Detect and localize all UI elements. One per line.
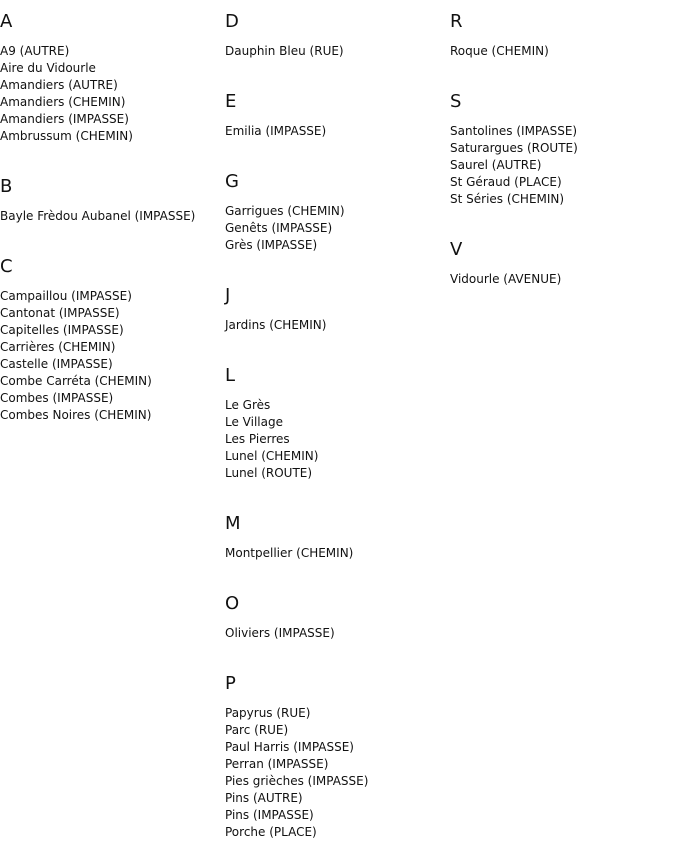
group-spacer [0,225,225,245]
letter-heading: S [450,91,462,112]
street-name: Paul Harris (IMPASSE) [225,740,354,754]
street-name: Lunel (CHEMIN) [225,449,319,463]
street-list [0,288,225,424]
street-name: Capitelles (IMPASSE) [0,323,124,337]
letter-group [0,11,225,145]
group-spacer [225,642,450,662]
street-name: Porche (PLACE) [225,825,317,839]
street-name: Combes Noires (CHEMIN) [0,408,152,422]
letter-group [0,256,225,424]
street-list [0,43,225,145]
group-spacer [225,334,450,354]
group-spacer [0,145,225,165]
letter-heading: M [225,513,241,534]
street-list [450,43,675,60]
street-name: Parc (RUE) [225,723,289,737]
street-name: Pies grièches (IMPASSE) [225,774,369,788]
street-name: Ambrussum (CHEMIN) [0,129,133,143]
street-name: Carrières (CHEMIN) [0,340,116,354]
letter-group [225,673,450,841]
group-spacer [450,60,675,80]
letter-heading: D [225,11,239,32]
street-name: Aire du Vidourle [0,61,96,75]
letter-heading: C [0,256,13,277]
street-name: Montpellier (CHEMIN) [225,546,354,560]
letter-group [225,91,450,140]
index-column [0,0,225,424]
street-name: St Séries (CHEMIN) [450,192,565,206]
street-list [0,208,225,225]
group-spacer [225,60,450,80]
street-name: Santolines (IMPASSE) [450,124,578,138]
letter-heading: B [0,176,13,197]
letter-group [450,91,675,208]
street-name: Castelle (IMPASSE) [0,357,113,371]
street-name: Amandiers (IMPASSE) [0,112,129,126]
group-spacer [225,254,450,274]
letter-heading: P [225,673,236,694]
street-name: Les Pierres [225,432,290,446]
street-name: A9 (AUTRE) [0,44,70,58]
letter-heading: E [225,91,237,112]
index-column [450,0,675,288]
street-name: Saturargues (ROUTE) [450,141,578,155]
street-list [225,545,450,562]
street-name: Grès (IMPASSE) [225,238,318,252]
letter-group [225,171,450,254]
letter-group [225,513,450,562]
letter-group [450,239,675,288]
letter-heading: O [225,593,240,614]
street-name: Cantonat (IMPASSE) [0,306,120,320]
street-list [450,123,675,208]
street-name: Genêts (IMPASSE) [225,221,333,235]
group-spacer [225,482,450,502]
street-name: Bayle Frèdou Aubanel (IMPASSE) [0,209,196,223]
street-list [225,123,450,140]
letter-heading: R [450,11,463,32]
street-name: Campaillou (IMPASSE) [0,289,132,303]
group-spacer [450,208,675,228]
letter-group [0,176,225,225]
street-list [225,705,450,841]
street-name: Combe Carréta (CHEMIN) [0,374,152,388]
street-name: Garrigues (CHEMIN) [225,204,345,218]
street-name: Amandiers (CHEMIN) [0,95,126,109]
street-name: Combes (IMPASSE) [0,391,114,405]
street-name: Lunel (ROUTE) [225,466,313,480]
index-column [225,0,450,841]
letter-heading: V [450,239,463,260]
letter-group [225,593,450,642]
street-name: Dauphin Bleu (RUE) [225,44,344,58]
street-list [225,625,450,642]
street-list [450,271,675,288]
street-list [225,397,450,482]
street-name: Pins (AUTRE) [225,791,303,805]
street-name: Oliviers (IMPASSE) [225,626,335,640]
letter-heading: A [0,11,13,32]
letter-group [225,285,450,334]
street-name: Jardins (CHEMIN) [225,318,327,332]
street-name: Perran (IMPASSE) [225,757,329,771]
letter-heading: L [225,365,236,386]
street-name: Roque (CHEMIN) [450,44,549,58]
letter-group [225,365,450,482]
street-name: Pins (IMPASSE) [225,808,314,822]
letter-heading: G [225,171,239,192]
street-name: St Géraud (PLACE) [450,175,562,189]
street-name: Le Grès [225,398,271,412]
letter-heading: J [225,285,231,306]
street-name: Papyrus (RUE) [225,706,311,720]
letter-group [450,11,675,60]
street-list [225,317,450,334]
street-name: Emilia (IMPASSE) [225,124,327,138]
street-name: Le Village [225,415,283,429]
street-list [225,43,450,60]
street-name: Vidourle (AVENUE) [450,272,562,286]
street-list [225,203,450,254]
group-spacer [225,562,450,582]
street-name: Saurel (AUTRE) [450,158,542,172]
street-name: Amandiers (AUTRE) [0,78,118,92]
group-spacer [225,140,450,160]
letter-group [225,11,450,60]
